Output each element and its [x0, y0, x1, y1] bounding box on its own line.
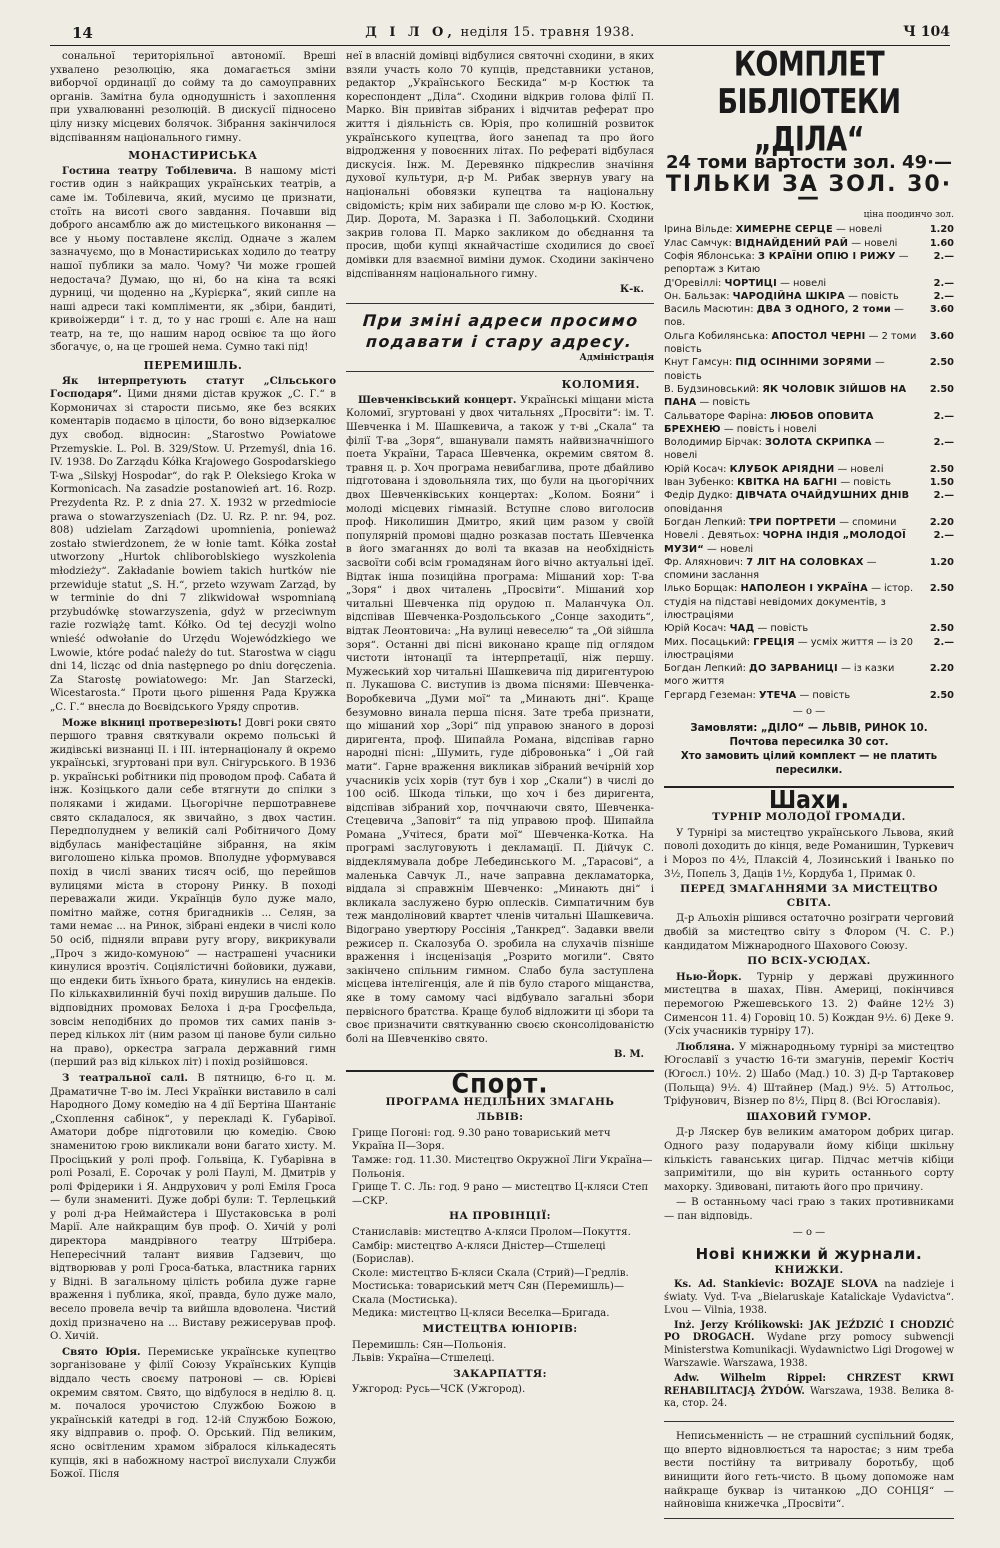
- book-title: ЗОЛОТА СКРИПКА: [765, 437, 872, 449]
- book-entry: [664, 303, 954, 330]
- book-price: 1.20: [929, 224, 954, 236]
- free-shipping-note: Хто замовить цілий комплект — не платить пересилки.: [680, 750, 938, 776]
- masthead-line: [50, 25, 950, 40]
- book-title: ЯК ЧОЛОВІК ЗІЙШОВ НА ПАНА: [664, 383, 907, 409]
- chess-paragraph: — В останньому часі граю з таких противниками — пан відповідь.: [664, 1197, 954, 1222]
- book-price: 2.—: [933, 277, 954, 289]
- book-genre: — повість: [699, 397, 751, 409]
- book-list: [664, 223, 954, 702]
- book-author: Юрій Косач:: [664, 623, 727, 635]
- article-signature: В. М.: [614, 1049, 644, 1061]
- library-ad-value: 24 томи вартости зол. 49·—: [666, 152, 952, 173]
- book-author: Іван Зубенко:: [664, 477, 734, 489]
- article-paragraph: [50, 1072, 336, 1344]
- chess-paragraph: [664, 1041, 954, 1109]
- book-description: [664, 356, 926, 383]
- book-title: ЧОРТИЦІ: [724, 277, 777, 289]
- book-price: 1.20: [929, 556, 954, 568]
- book-price: 2.—: [933, 530, 954, 542]
- book-description: [664, 223, 926, 236]
- lead-in: Гостина театру Тобілевича.: [62, 164, 237, 177]
- book-lead: Adw. Wilhelm Rippel: CHRZEST KRWI REHABILITACJĄ ŻYDÓW.: [664, 1372, 954, 1397]
- new-book-entry: [664, 1279, 954, 1317]
- book-author: Богдан Лепкий:: [664, 516, 746, 528]
- book-author: Сальваторе Фаріна:: [664, 410, 767, 422]
- book-entry: [664, 489, 954, 516]
- library-ad-title: КОМПЛЕТ БІБЛІОТЕКИ „ДІЛА“: [717, 45, 901, 160]
- section-heading: МОНАСТИРИСЬКА: [128, 149, 258, 163]
- article-text: Довгі роки свято першого травня святкували окремо польські й жидівські визнанці II. і III. інтернаціоналу й окремо українські, згуртовані при вул. Снігурського. В 1936 р. українські робітники під проводом проф. Сабата й інж. Козіцького дали себе втягнути до спілки з поляками і жидами. Цьогорічне першотравневе свято складалося, як звичайно, з двох частин. Передполуднем у великій салі Робітничого Дому відбулась маніфестаційне зібрання, на якім виголошено кілька промов. Вполудне уформувався похід в числі званих тисяч осіб, що перейшов вулицями міста в сторону Ринку. В поході переважали жиди. Українців було дуже мало, помітно майже, сотня бригадників ... Селян, за тами немає ... на Ринок, зібрані ендеки в числі коло 50 осіб, підняли вправи ругу вгору, викрикували „Проч з жидо-комуною“ — настрашені учасники кинулися врозтіч. Соціялістичні бойовики, дужави, що ендеки бить їхнього брата, кинулись на ендеків. По кількахвилинній бучі похід вирушив дальше. По відповідних промовах Белоха і д-ра Гросфельда, зовсім неподібних до промов тих самих панів з-перед кількох літ (ним разом ці панове були сильно на право), оркестра заграла державний гимн (перший раз від кількох літ) і похід розійшовся.: [50, 717, 336, 1069]
- book-entry: [664, 636, 954, 663]
- column-left: [50, 50, 336, 1484]
- book-price: 2.50: [929, 583, 954, 595]
- book-author: Володимир Бірчак:: [664, 437, 762, 449]
- book-author: Василь Масютин:: [664, 304, 754, 316]
- book-author: Ірина Вільде:: [664, 224, 733, 236]
- book-description: [664, 237, 926, 250]
- book-author: Мих. Посацький:: [664, 636, 750, 648]
- book-title: 7 ЛІТ НА СОЛОВКАХ: [746, 556, 864, 568]
- book-details: Wydane przy pomocy subwencji Ministerstwa Komunikacji. Wydawnictwo Ligi Drogowej w Warszawie. Warszawa, 1938.: [664, 1332, 954, 1370]
- section-heading: ПЕРЕМИШЛЬ.: [143, 359, 243, 373]
- book-description: [664, 662, 926, 689]
- book-title: З КРАЇНИ ОПІЮ І РИЖУ: [757, 250, 896, 262]
- book-title: ЧАД: [729, 623, 755, 635]
- book-details: Warszawa, 1938. Велика 8-ка, стор. 24.: [664, 1385, 954, 1410]
- sport-result: Грище Т. С. Ль: год. 9 рано — мистецтво Ц-кляси Степ—СКР.: [352, 1182, 649, 1207]
- book-title: АПОСТОЛ ЧЕРНІ: [771, 330, 866, 342]
- book-title: ДВА З ОДНОГО, 2 томи: [756, 304, 891, 316]
- book-entry: [664, 582, 954, 622]
- book-title: УТЕЧА: [758, 689, 797, 701]
- article-text: В нашому місті гостив один з найкращих українських театрів, а саме ім. Тобілевича, який, мусимо це признати, стоїть на висоті свого завдання. Почавши від доброго ансамблю аж до мистецького виконання — все у ньому поставлене якслід. Одначе з жалем зазначуємо, що в Монастириськах ходило до театру нашої публики за мало. Чому? Чи може грошей недостача? Думаю, що ні, бо на кіна та всякі дурниці, чи щоденно на „Курієрка“, який сипле на наші адреси такі компліменти, як „збіри, бандиті, кривоіжерди“ і т. д, то у нас гроші є. Але на наш театр, на те, що нашим народ освіює та що його збогачує, о, на це грошей нема. Сумно такі під!: [50, 165, 336, 354]
- book-description: [664, 463, 926, 476]
- column-right: [664, 45, 954, 1519]
- book-description: [664, 582, 926, 622]
- order-address: Замовляти: „ДІЛО“ — ЛЬВІВ, РИНОК 10.: [690, 722, 928, 734]
- article-paragraph: неї в власній домівці відбулися святочні сходини, в яких взяли участь коло 70 купців, представники установ, редактор „Українського Бескида“ м-р Костюк та кореспондент „Діла“. Сходини відкрив голова філії П. Марко. Він привітав зібраних і відчитав реферат про життя і діяльність св. Юрія, про колишній розвиток українського купецтва, його занепад та про його відродження у повоєнних літах. По рефераті відбулася дискусія. Інж. М. Деревянко підкреслив значіння духової культури, д-р М. Рибак звернув увагу на національні обовязки купецтва та національну свідомість; крім них забирали ще слово м-р Ю. Костюк, Дир. Дорота, М. Заразка і П. Заболоцький. Сходини закрив голова П. Марко закликом до обєднання та просив, щоби купці якнайчастіше сходилися до своєї домівки для взаємної виміни думок. Сходини закінчено відспіванням національного гимну.: [346, 51, 654, 280]
- book-description: [664, 529, 926, 556]
- book-entry: [664, 556, 954, 583]
- book-entry: [664, 662, 954, 689]
- book-price: 3.60: [929, 304, 954, 316]
- sport-result: Станиславів: мистецтво А-кляси Пролом—Покуття.: [352, 1226, 631, 1238]
- article-text: Перемиське українське купецтво зорганізоване у філії Союзу Українських Купців віддало честь своєму патронові — св. Юрієві окремим святом. Свято, що відбулося в неділю 8. ц. м. почалося урочистою Службою Божою в українській катедрі в год. 12-ій Службою Божою, яку відправив о. проф. О. Орський. Під великим, ясно освітленим храмом зібралося кількадесять купців, які в набожному настрої вислухали Служби Божої. Після: [50, 1346, 336, 1481]
- newspaper-title: Д І Л О,: [365, 25, 456, 40]
- book-title: ГРЕЦІЯ: [753, 636, 795, 648]
- book-genre: — новелі: [835, 224, 883, 236]
- book-author: Гергард Геземан:: [664, 689, 756, 701]
- article-signature: К-к.: [620, 284, 644, 296]
- issue-date: неділя 15. травня 1938.: [460, 25, 635, 40]
- book-genre: — репортаж з Китаю: [664, 250, 909, 276]
- sport-result: Медика: мистецтво Ц-кляси Веселка—Бригада.: [352, 1308, 610, 1320]
- book-entry: [664, 516, 954, 529]
- book-genre: — істор. студія на підставі невідомих документів, з ілюстраціями: [664, 583, 914, 621]
- page-number: 14: [72, 24, 93, 42]
- section-heading: КОЛОМИЯ.: [561, 378, 640, 392]
- book-price: 2.50: [929, 383, 954, 395]
- book-title: ТРИ ПОРТРЕТИ: [749, 516, 837, 528]
- book-author: Юрій Косач:: [664, 463, 727, 475]
- book-title: ВІДНАЙДЕНИЙ РАЙ: [734, 237, 849, 249]
- sport-result: Львів: Україна—Стшелеці.: [352, 1353, 495, 1365]
- chess-heading: ШАХОВИЙ ГУМОР.: [746, 1110, 872, 1123]
- book-genre: — спомини заслання: [664, 556, 877, 582]
- book-genre: — повість: [664, 357, 885, 382]
- book-description: [664, 277, 926, 290]
- book-genre: — спомини: [839, 516, 897, 528]
- book-entry: [664, 237, 954, 250]
- book-title: НАПОЛЕОН І УКРАЇНА: [740, 583, 868, 595]
- book-genre: — повість: [799, 689, 851, 701]
- book-entry: [664, 250, 954, 277]
- notice-signature: Адміністрація: [579, 352, 654, 363]
- chess-title: Шахи.: [769, 785, 849, 815]
- sport-result: Мостиська: товариський метч Сян (Перемишль)—Скала (Мостиська).: [352, 1281, 625, 1306]
- book-entry: [664, 330, 954, 357]
- sport-title: Спорт.: [451, 1068, 549, 1100]
- new-books-title: Нові книжки й журнали.: [695, 1245, 923, 1264]
- book-entry: [664, 277, 954, 290]
- article-text: Цими днями дістав кружок „С. Г.“ в Кормоничах зі старости письмо, яке без всяких коментарів подаємо в цілости, бо воно відзеркалює дух свобод. відносин: „Starostwo Powiatowe Przemyskie. L. Pol. B. 329/Stow. U. Przemyśl, dnia 16. IV. 1938. Do Zarządu Kółka Krajowego Gospodarskiego T-wa „Silskyj Hospodar“, do rąk P. Oleksiego Kroka w Kormonicach. Na zasadzie postanowień art. 16. Rozp. Prezydenta Rz. P. z dnia 27. X. 1932 w przedmiocie prawa o stowarzyszeniach (Dz. U. Rz. P. nr. 94, poz. 808) udzielam Zarządowi upomnienia, ponieważ zostało stwierdzonem, że w łonie tamt. Kółka został utworzony „Hurtok chliboroblskiego wyszkolenia młodzieży“. Zakładanie bowiem takich hurtków nie przewiduje statut „S. H.“, przeto wzywam Zarząd, by w terminie do dni 7 zlikwidował wspomnianą przybudówkę stowarzyszenia, gdyż w przeciwnym razie rozwiążę tamt. Kółko. Od tej decyzji wolno wnieść odwołanie do Urzędu Wojewódzkiego we Lwowie, które podać należy do tut. Starostwa w ciągu dni 14, licząc od dnia następnego po dniu doręczenia. Za Starostę powiatowego: Mr. Jan Starzecki, Wicestarosta.“ Проти цього рішення Рада Кружка „С. Г.“ внесла до Воєвідського Уряду спротив.: [50, 389, 336, 713]
- book-price: 2.20: [929, 516, 954, 528]
- new-book-entry: [664, 1373, 954, 1411]
- lead-in: Нью-Йорк.: [676, 970, 742, 983]
- book-description: [664, 476, 926, 489]
- book-price: 2.50: [929, 463, 954, 475]
- book-description: [664, 689, 926, 702]
- price-column-heading: ціна поодинчо зол.: [863, 209, 954, 220]
- sport-result: Перемишль: Сян—Польонія.: [352, 1339, 507, 1351]
- book-author: Ольга Кобилянська:: [664, 330, 769, 342]
- chess-paragraph: Д-р Альохін рішився остаточно розіграти черговий двобій за мистецтво світу з Флором (Ч. С. Р.) кандидатом Міжнародного Шахового Союзу.: [664, 913, 954, 952]
- book-lead: Ks. Ad. Stankievic: BOZAJE SLOVA: [674, 1279, 878, 1291]
- book-entry: [664, 436, 954, 463]
- book-description: [664, 489, 926, 516]
- book-description: [664, 436, 926, 463]
- book-entry: [664, 529, 954, 556]
- lead-in: Шевченківський концерт.: [358, 393, 517, 406]
- book-details: na nadzieje i światy. Vyd. T-va „Bielaruskaje Katalickaje Vydavictva“. Lvou — Vilnia, 1938.: [664, 1279, 954, 1316]
- book-description: [664, 290, 926, 303]
- chess-heading: ПЕРЕД ЗМАГАННЯМИ ЗА МИСТЕЦТВО СВІТА.: [680, 883, 938, 909]
- literacy-text: Неписьменність — не страшний суспільний бодяк, що вперто відновлюється та наростає; з ним треба вести постійну та витривалу боротьбу, щоб винищити його геть-чисто. В цьому допоможе нам найкраще буквар із читанкою „ДО СОНЦЯ“ — найновіша книжечка „Просвіти“.: [664, 1431, 954, 1511]
- book-author: Улас Самчук:: [664, 237, 732, 249]
- book-entry: [664, 410, 954, 437]
- book-title: ЧОРНА ІНДІЯ „МОЛОДОЇ МУЗИ“: [664, 530, 907, 555]
- book-genre: — новелі: [851, 237, 898, 249]
- sport-juniors-heading: МИСТЕЦТВА ЮНІОРІВ:: [422, 1323, 578, 1336]
- book-price: 2.—: [933, 437, 954, 449]
- book-title: ДО ЗАРВАНИЦІ: [749, 663, 838, 675]
- book-entry: [664, 476, 954, 489]
- lead-in: Може вікниці протверезіють!: [62, 716, 243, 729]
- sport-result: Ужгород: Русь—ЧСК (Ужгород).: [352, 1384, 526, 1396]
- book-title: ХИМЕРНЕ СЕРЦЕ: [735, 224, 833, 236]
- book-entry: [664, 223, 954, 236]
- chess-paragraph: [664, 971, 954, 1039]
- book-genre: — пов.: [664, 304, 904, 329]
- article-text: Українські міщани міста Коломиї, згуртовані у двох читальнях „Просвіти“: ім. Т. Шевченка і М. Шашкевича, а також у т-ві „Скала“ та філії Т-ва „Зоря“, вшанували память найвизначнішого поета України, Тараса Шевченка, окремим святом 8. травня ц. р. Хоч програма невибаглива, проте дбайливо підготована і здовольняла тих, що були на цьогорічних двох Шевченківських концертах: „Колом. Бояни“ і молоді місцевих гімназій. Вступне слово виголосив проф. Николишин Дмитро, який цим разом у своїй популярній промові щадно розказав постать Шевченка в його змаганнях до волі та вказав на необхідність засвоїти собі всім громадянам його вічно актуальні ідеї. Відтак інша позиційна програма: Мішаний хор: Т-ва „Зоря“ і двох читалень „Просвіти“. Мішаний хор читальні Шевченка під орудою п. Маланчука Ол. відспівав Шевченка-Роздольського „Сонце заходить“, відтак Леонтовича: „На вулиці невеселю“ та „Ой зійшла зоря“. Останні дві пісні виконано краще під оглядом чистоти інтонації та інтерпретації, ніж першу. Мужеський хор читальні Шашкевича під диригентурою п. Лукашова С. виступив із двома піснями: Шевченка-Воробкевича „Думи мої“ та „Минають дні“. Краще безумовно винала перша пісня. Зате треба признати, що мішаний хор „Зорі“ під управою знаного в дорозі диригента, проф. Шипайла Романа, відспівав гарно народні пісні: „Шумить, гуде дібровонька“ і „Ой гай мати“. Гарне враження викликав зібраний вечірній хор учасників усіх хорів (тут був і хор „Скали“) в числі до 100 осіб. Шкода тільки, що хоч і без диригента, відспівав зібраний хор, поччнаючи свято, Шевченка-Стецевича „Заповіт“ та під управою проф. Шипайла Романа „Учітеся, брати мої“ Шевченка-Котка. На програмі заслуговують і декламації. П. Дійчук С. віддеклямувала добре Лебединського М. „Тарасові“, а маленька Савчук Л., наче заправна декламаторка, віддала зі справжнім Шевченко: „Минають дні“ і вкликала заслужено бурю оплесків. Симпатичним був теж мандоліновий квартет членів читальні Шашкевича. Відограно увертюру Россінія „Танкред“. Задавки ввели режисер п. Скалозуба О. зробила на слухачів пізніше враження і інсценізація „Розрито могили“. Свято закінчено спільним гимном. Слабо була заступлена місцева інтелігенція, але й пів було старого міщанства, яке в тому самому часі відбувало загальні збори первісного братства. Краще булоб відложити ці збори та своє призначити святкуванню своєю сконсолідованістю болі на Шевченківо свято.: [346, 394, 654, 1045]
- literacy-notice: [664, 1421, 954, 1519]
- book-title: ДІВЧАТА ОЧАЙДУШНИХ ДНІВ: [735, 490, 910, 502]
- book-author: Новелі . Девятьох:: [664, 530, 760, 542]
- book-price: 2.50: [929, 357, 954, 369]
- sport-result: Сколе: мистецтво Б-кляси Скала (Стрий)—Гредлів.: [352, 1267, 629, 1279]
- book-genre: — повість: [840, 477, 892, 489]
- book-price: 2.—: [933, 636, 954, 648]
- book-price: 3.60: [929, 330, 954, 342]
- page-header: [50, 24, 950, 46]
- lead-in: Як інтерпретують статут „Сільського Господаря“.: [50, 374, 336, 401]
- book-description: [664, 410, 926, 437]
- article-paragraph: сональної територіяльної автономії. Вреші ухвалено резолюцію, яка домагається зміни виборчої ординації до сойму та до самоуправних органів. Замітна була однодушність і захоплення при ухвалюванні резолюцій. В дискусії підносено цілу низку місцевих болячок. Зібрання закінчилося відспіванням національного гимну.: [50, 51, 336, 144]
- book-title: ЛЮБОВ ОПОВИТА БРЕХНЕЮ: [664, 410, 874, 435]
- divider: [346, 303, 654, 304]
- book-description: [664, 516, 926, 529]
- book-author: Д'Оревіллі:: [664, 277, 722, 289]
- book-author: Богдан Лепкий:: [664, 663, 746, 675]
- book-author: Федір Дудко:: [664, 490, 733, 502]
- divider: [346, 371, 654, 372]
- book-description: [664, 383, 926, 410]
- book-author: Он. Бальзак:: [664, 290, 730, 302]
- book-entry: [664, 622, 954, 635]
- postage-note: Почтова пересилка 30 сот.: [729, 736, 889, 748]
- book-entry: [664, 383, 954, 410]
- book-price: 1.50: [929, 477, 954, 489]
- book-price: 2.—: [933, 290, 954, 302]
- book-genre: — новелі: [780, 277, 827, 289]
- chess-paragraph: У Турнірі за мистецтво українського Львова, який поволі доходить до кінця, веде Романишин, Туркевич і Мороз по 4½, Плаксій 4, Лозинський і Іванько по 3½, Попель 3, Даців 1½, Кордуба 1, Примак 0.: [664, 827, 954, 880]
- book-lead: Inż. Jerzy Królikowski: JAK JEŹDZIĆ I CHODZIĆ PO DROGACH.: [664, 1319, 954, 1344]
- book-entry: [664, 463, 954, 476]
- address-change-notice: При зміні адреси просимо подавати і стару адресу.: [362, 310, 640, 351]
- book-genre: — новелі: [664, 437, 885, 462]
- book-author: В. Будзиновський:: [664, 383, 760, 395]
- library-ad-offer: ТІЛЬКИ ЗА ЗОЛ. 30·—: [665, 171, 953, 211]
- chess-text: Турнір у державі дружинного мистецтва в шахах, Півн. Америці, покінчився перемогою Ржешевського 13. 2) Файне 12½ 3) Сименсон 11. 4) Горовіц 10. 5) Кождан 9½. 6) Деке 9. (Усіх учасників турніру 17).: [664, 971, 954, 1038]
- lead-in: Люблянa.: [676, 1040, 735, 1053]
- article-text: В пятницю, 6-го ц. м. Драматичне Т-во ім. Лесі Українки виставило в салі Народного Дому комедію на 4 дії Бертіна Шантаніє „Схоплення сабінок“, у перекладі К. Губарівої. Аматори добре підготовили цю комедію. Свою знаменитою грою викликали вони багато хисту. М. Просіцький у ролі проф. Гольвіца, К. Губарівна в ролі Розалі, Е. Сорочак у ролі Паулі, М. Дмитрів у ролі Фрідерики і Я. Андрухович у ролі Еміля Гроса — були знамениті. Дуже добрі були: Т. Терлецький у ролі д-ра Неймайстера і Шустаковська в ролі Марії. Але найкращим був проф. О. Хичій у ролі директора мандрівного театру Штрібера. Непересічний талант виявив Гадзевич, що відтворював у ролі Гроса-батька, властника гарних у Відні. В загальному цілість робила дуже гарне враження і публика, якої, правда, було дуже мало, весело провела вечір та вийшла вдоволена. Чистий дохід призначено на ... Виставу режисерував проф. О. Хичій.: [50, 1072, 336, 1343]
- book-genre: — новелі: [707, 543, 754, 555]
- book-description: [664, 556, 926, 583]
- separator: — o —: [792, 1227, 826, 1239]
- book-price: 2.50: [929, 689, 954, 701]
- book-genre: — із казки мого життя: [664, 663, 895, 688]
- book-title: КЛУБОК АРІЯДНИ: [729, 463, 835, 475]
- sport-zakarpattia-heading: ЗАКАРПАТТЯ:: [453, 1367, 547, 1380]
- sport-result: Грище Погоні: год. 9.30 рано товариський метч Україна II—Зоря.: [352, 1127, 611, 1153]
- book-author: Софія Яблонська:: [664, 250, 755, 262]
- book-genre: — новелі: [837, 463, 884, 475]
- chess-heading: ТУРНІР МОЛОДОЇ ГРОМАДИ.: [712, 811, 906, 824]
- book-entry: [664, 356, 954, 383]
- sport-city-heading: ЛЬВІВ:: [476, 1111, 524, 1124]
- book-description: [664, 636, 926, 663]
- issue-number: Ч 104: [903, 24, 950, 40]
- book-genre: оповідання: [664, 503, 723, 515]
- book-price: 1.60: [929, 237, 954, 249]
- book-description: [664, 250, 926, 277]
- sport-result: Тамже: год. 11.30. Мистецтво Окружної Ліги Україна—Польонія.: [352, 1154, 653, 1180]
- book-description: [664, 303, 926, 330]
- book-price: 2.—: [933, 410, 954, 422]
- book-author: Кнут Гамсун:: [664, 357, 733, 369]
- column-middle: [346, 50, 654, 1397]
- lead-in: З театральної салі.: [62, 1071, 188, 1084]
- article-paragraph: [50, 375, 336, 715]
- book-entry: [664, 689, 954, 702]
- book-genre: — повість: [757, 623, 809, 635]
- book-price: 2.—: [933, 490, 954, 502]
- book-genre: — повість і новелі: [723, 423, 817, 435]
- book-genre: — 2 томи повість: [664, 330, 917, 356]
- book-title: ЧАРОДІЙНА ШКІРА: [732, 290, 845, 302]
- new-books-subheading: КНИЖКИ.: [774, 1263, 844, 1276]
- book-description: [664, 330, 926, 357]
- chess-heading: ПО ВСІХ-УСЮДАХ.: [747, 955, 871, 968]
- article-paragraph: [50, 165, 336, 355]
- book-title: КВІТКА НА БАГНІ: [737, 477, 838, 489]
- book-author: Ілько Борщак:: [664, 583, 738, 595]
- separator: — o —: [792, 706, 826, 718]
- article-paragraph: [50, 717, 336, 1070]
- book-price: 2.20: [929, 663, 954, 675]
- book-title: ПІД ОСІННІМИ ЗОРЯМИ: [735, 357, 872, 369]
- book-genre: — повість: [848, 290, 899, 302]
- lead-in: Свято Юрія.: [62, 1345, 141, 1358]
- article-paragraph: [346, 394, 654, 1047]
- sport-subheading: ПРОГРАМА НЕДІЛЬНИХ ЗМАГАНЬ: [385, 1095, 615, 1108]
- book-price: 2.50: [929, 623, 954, 635]
- chess-text: У міжнародньому турнірі за мистецтво Югославії з участю 16-ти змагунів, переміг Костіч (Югосл.) 10½. 2) Шабо (Мад.) 10. 3) Д-р Тартаковер (Польща) 9½. 4) Штайнер (Мад.) 9½. 5) Аттольос, Тріфунович, Візнер по 8½, Пірц 8. (Всі Югославія).: [664, 1041, 954, 1108]
- chess-paragraph: Д-р Ляскер був великим аматором добрих цигар. Одного разу подарували йому кібіци шкільну кількість гаванських цигар. Підчас метчів кібіци запримітили, що він курить останнього сорту махорку. Здивовані, питають його про причину.: [664, 1127, 954, 1193]
- sport-region-heading: НА ПРОВІНЦІЇ:: [449, 1210, 551, 1223]
- book-genre: — усміх життя — із 20 ілюстраціями: [664, 636, 914, 661]
- article-paragraph: [50, 1346, 336, 1482]
- sport-result: Самбір: мистецтво А-кляси Дністер—Стшелеці (Борислав).: [352, 1240, 606, 1266]
- book-price: 2.—: [933, 250, 954, 262]
- book-description: [664, 622, 926, 635]
- book-entry: [664, 290, 954, 303]
- new-book-entry: [664, 1320, 954, 1371]
- book-author: Фр. Аляхнович:: [664, 556, 744, 568]
